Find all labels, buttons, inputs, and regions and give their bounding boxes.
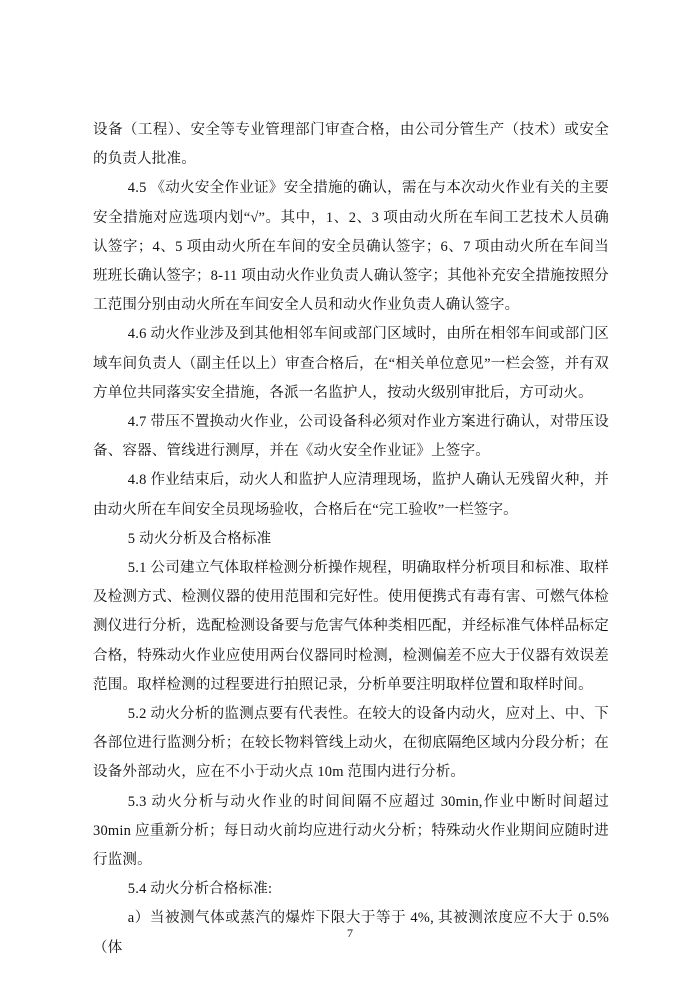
- document-body: [93, 116, 609, 963]
- paragraph-5-4-a: a）当被测气体或蒸汽的爆炸下限大于等于 4%, 其被测浓度应不大于 0.5%（体: [93, 910, 609, 956]
- paragraph-4-6: 4.6 动火作业涉及到其他相邻车间或部门区域时，由所在相邻车间或部门区域车间负责人（副主任以上）审查合格后，在“相关单位意见”一栏会签，并有双方单位共同落实安全措施，各派一名监护人，按动火级别审批后，方可动火。: [93, 326, 609, 401]
- paragraph-5-3: 5.3 动火分析与动火作业的时间间隔不应超过 30min,作业中断时间超过 30min 应重新分析；每日动火前均应进行动火分析；特殊动火作业期间应随时进行监测。: [93, 793, 609, 869]
- paragraph-4-5: 4.5 《动火安全作业证》安全措施的确认，需在与本次动火作业有关的主要安全措施对应选项内划“√”。其中，1、2、3 项由动火所在车间工艺技术人员确认签字；4、5 项由动火所在车间的安全员确认签字；6、7 项由动火所在车间当班班长确认签字；8-11 项由动火作业负责人确认签字；其他补充安全措施按照分工范围分别由动火所在车间安全人员和动火作业负责人确认签字。: [93, 180, 609, 314]
- page-number: 7: [347, 926, 353, 940]
- paragraph-5-1: 5.1 公司建立气体取样检测分析操作规程，明确取样分析项目和标准、取样及检测方式、检测仪器的使用范围和完好性。使用便携式有毒有害、可燃气体检测仪进行分析，选配检测设备要与危害气体种类相匹配，并经标准气体样品标定合格，特殊动火作业应使用两台仪器同时检测，检测偏差不应大于仪器有效误差范围。取样检测的过程要进行拍照记录，分析单要注明取样位置和取样时间。: [93, 560, 609, 693]
- paragraph-5-4: 5.4 动火分析合格标准:: [127, 881, 273, 898]
- paragraph-continuation: 设备（工程）、安全等专业管理部门审查合格，由公司分管生产（技术）或安全的负责人批准。: [93, 122, 609, 168]
- paragraph-5-2: 5.2 动火分析的监测点要有代表性。在较大的设备内动火，应对上、中、下各部位进行监测分析；在较长物料管线上动火，在彻底隔绝区域内分段分析；在设备外部动火，应在不小于动火点 10m 范围内进行分析。: [93, 706, 609, 781]
- section-heading-5: 5 动火分析及合格标准: [127, 530, 272, 547]
- paragraph-4-7: 4.7 带压不置换动火作业，公司设备科必须对作业方案进行确认，对带压设备、容器、管线进行测厚，并在《动火安全作业证》上签字。: [93, 414, 609, 460]
- paragraph-4-8: 4.8 作业结束后，动火人和监护人应清理现场，监护人确认无残留火种，并由动火所在车间安全员现场验收，合格后在“完工验收”一栏签字。: [93, 472, 609, 518]
